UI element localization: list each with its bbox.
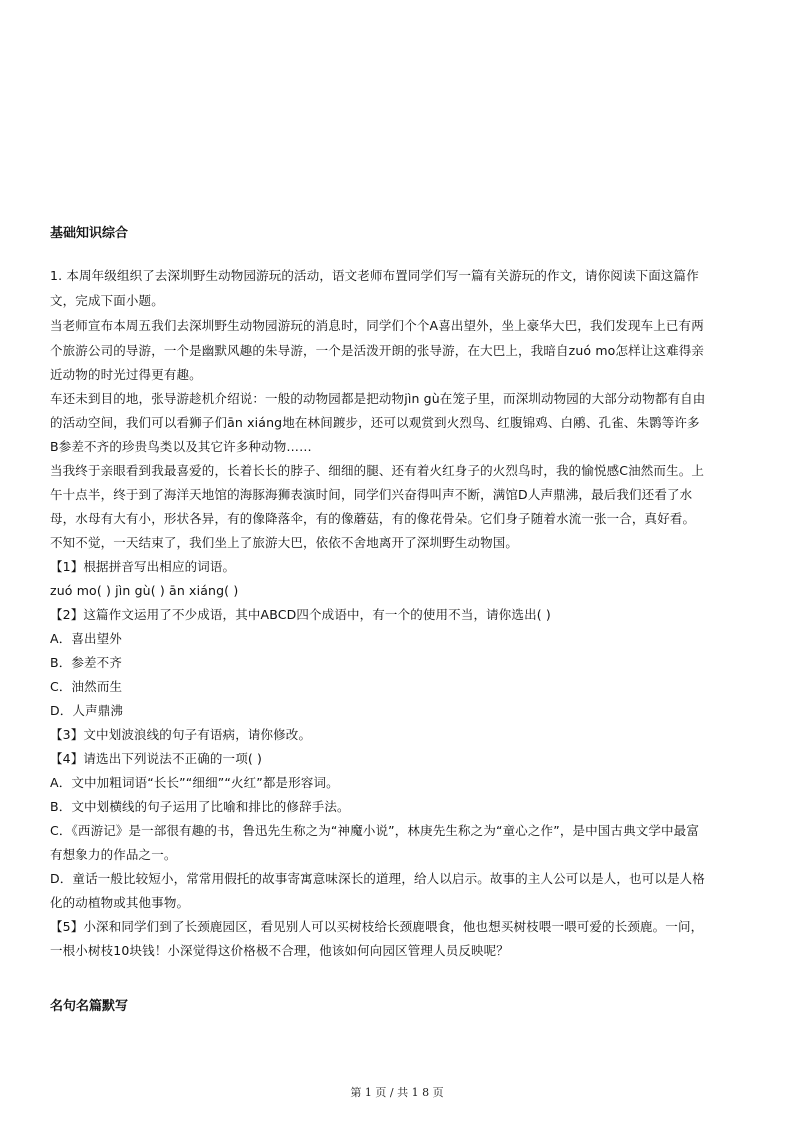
option-d: D．人声鼎沸 xyxy=(50,703,124,718)
sub-question-4: 【4】请选出下列说法不正确的一项( ) xyxy=(50,751,263,766)
option-a: A．喜出望外 xyxy=(50,631,122,646)
question-line: B参差不齐的珍贵鸟类以及其它许多种动物…… xyxy=(50,439,312,454)
option-d: D．童话一般比较短小，常常用假托的故事寄寓意味深长的道理，给人以启示。故事的主人公可以是人，也可以是人格 xyxy=(50,871,705,886)
sub-question-5-continued: 一根小树枝10块钱！小深觉得这价格极不合理，他该如何向园区管理人员反映呢？ xyxy=(50,943,509,958)
option-c: C．《西游记》是一部很有趣的书，鲁迅先生称之为“神魔小说”，林庚先生称之为“童心之作”，是中国古典文学中最富 xyxy=(50,823,699,838)
question-line: 1. 本周年级组织了去深圳野生动物园游玩的活动，语文老师布置同学们写一篇有关游玩的作文，请你阅读下面这篇作 xyxy=(50,268,699,283)
section-title-famous-quotes: 名句名篇默写 xyxy=(50,999,129,1014)
sub-question-3: 【3】文中划波浪线的句子有语病，请你修改。 xyxy=(50,727,312,742)
question-line: 不知不觉，一天结束了，我们坐上了旅游大巴，依依不舍地离开了深圳野生动物国。 xyxy=(50,535,519,550)
option-c-continued: 有想象力的作品之一。 xyxy=(50,847,177,862)
question-line: 车还未到目的地，张导游趁机介绍说：一般的动物园都是把动物jìn gù在笼子里，而深圳动物园的大部分动物都有自由 xyxy=(50,391,706,406)
question-line: 近动物的时光过得更有趣。 xyxy=(50,367,202,382)
sub-question-1: 【1】根据拼音写出相应的词语。 xyxy=(50,559,236,574)
option-d-continued: 化的动植物或其他事物。 xyxy=(50,895,190,910)
question-line: 文，完成下面小题。 xyxy=(50,293,164,308)
question-line: 当老师宣布本周五我们去深圳野生动物园游玩的消息时，同学们个个A喜出望外，坐上豪华大巴，我们发现车上已有两 xyxy=(50,318,704,333)
question-line: 个旅游公司的导游，一个是幽默风趣的朱导游，一个是活泼开朗的张导游，在大巴上，我暗自zuó mo怎样让这难得亲 xyxy=(50,343,705,358)
sub-question-5: 【5】小深和同学们到了长颈鹿园区，看见别人可以买树枝给长颈鹿喂食，他也想买树枝喂一喂可爱的长颈鹿。一问， xyxy=(50,919,704,934)
option-b: B．参差不齐 xyxy=(50,655,122,670)
question-line: 午十点半，终于到了海洋天地馆的海豚海狮表演时间，同学们兴奋得叫声不断，满馆D人声鼎沸，最后我们还看了水 xyxy=(50,487,693,502)
question-line: 母，水母有大有小，形状各异，有的像降落伞，有的像蘑菇，有的像花骨朵。它们身子随着水流一张一合，真好看。 xyxy=(50,511,696,526)
page-footer: 第 1 页 / 共 1 8 页 xyxy=(350,1086,444,1099)
section-title-basic-knowledge: 基础知识综合 xyxy=(50,226,129,241)
question-line: 当我终于亲眼看到我最喜爱的，长着长长的脖子、细细的腿、还有着火红身子的火烈鸟时，我的愉悦感C油然而生。上 xyxy=(50,463,705,478)
pinyin-answer-line: zuó mo( ) jìn gù( ) ān xiáng( ) xyxy=(50,583,239,598)
option-a: A．文中加粗词语“长长”“细细”“火红”都是形容词。 xyxy=(50,775,339,790)
option-c: C．油然而生 xyxy=(50,679,123,694)
option-b: B．文中划横线的句子运用了比喻和排比的修辞手法。 xyxy=(50,799,350,814)
question-line: 的活动空间，我们可以看狮子们ān xiáng地在林间踱步，还可以观赏到火烈鸟、红腹锦鸡、白鹇、孔雀、朱鹮等许多 xyxy=(50,415,700,430)
sub-question-2: 【2】这篇作文运用了不少成语，其中ABCD四个成语中，有一个的使用不当，请你选出( ) xyxy=(50,607,551,622)
